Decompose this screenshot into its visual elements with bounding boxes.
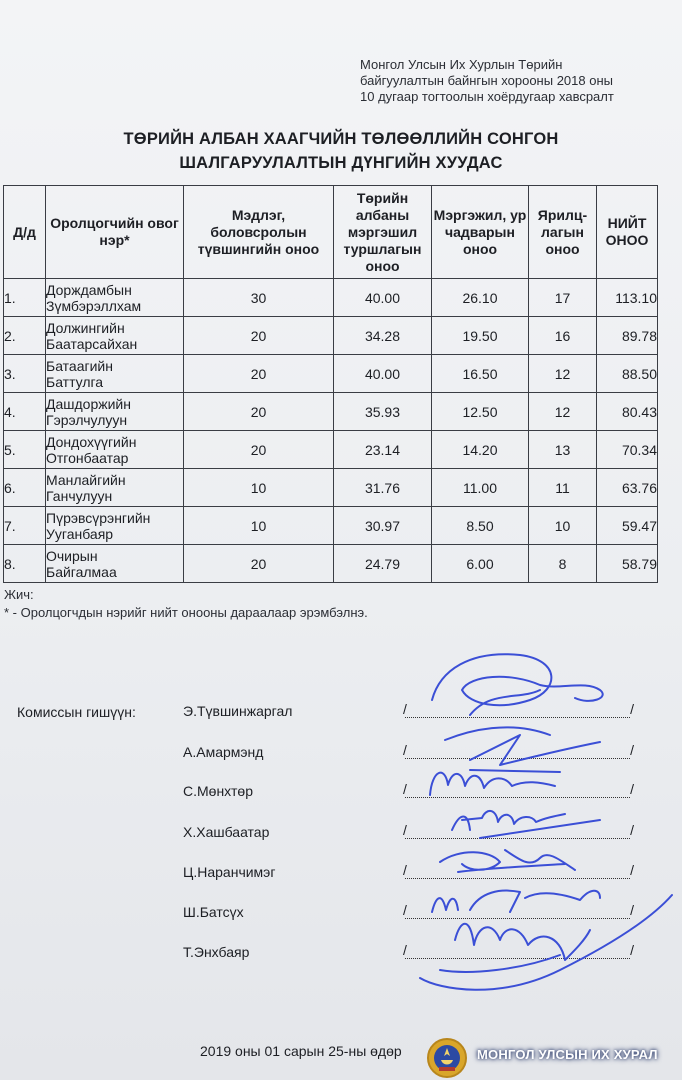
- header-number: Д/д: [4, 186, 46, 279]
- commission-member: Э.Түвшинжаргал: [183, 703, 293, 719]
- header-skill-score: Мэргэжил, ур чадварын оноо: [432, 186, 529, 279]
- signature-4: [452, 811, 600, 838]
- knowledge-score: 20: [184, 317, 334, 355]
- row-number: 2.: [4, 317, 46, 355]
- annex-line: байгуулалтын байнгын хорооны 2018 оны: [360, 73, 613, 88]
- knowledge-score: 20: [184, 431, 334, 469]
- interview-score: 16: [529, 317, 597, 355]
- experience-score: 30.97: [334, 507, 432, 545]
- total-score: 63.76: [597, 469, 658, 507]
- note-text: * - Оролцогчдын нэрийг нийт онооны дараалаар эрэмбэлнэ.: [4, 605, 368, 620]
- row-number: 7.: [4, 507, 46, 545]
- total-score: 58.79: [597, 545, 658, 583]
- interview-score: 12: [529, 355, 597, 393]
- commission-member: А.Амармэнд: [183, 744, 264, 760]
- knowledge-score: 10: [184, 507, 334, 545]
- signature-5: [440, 850, 575, 872]
- participant-given-name: Байгалмаа: [46, 563, 117, 580]
- experience-score: 24.79: [334, 545, 432, 583]
- total-score: 113.10: [597, 279, 658, 317]
- signature-6: [432, 891, 600, 912]
- participant-given-name: Ууганбаяр: [46, 525, 114, 542]
- knowledge-score: 10: [184, 469, 334, 507]
- participant-surname: Дашдоржийн: [46, 395, 131, 412]
- total-score: 89.78: [597, 317, 658, 355]
- interview-score: 8: [529, 545, 597, 583]
- knowledge-score: 20: [184, 355, 334, 393]
- skill-score: 26.10: [432, 279, 529, 317]
- skill-score: 19.50: [432, 317, 529, 355]
- annex-line: 10 дугаар тогтоолын хоёрдугаар хавсралт: [360, 89, 614, 104]
- state-emblem-icon: [425, 1036, 469, 1080]
- skill-score: 6.00: [432, 545, 529, 583]
- experience-score: 35.93: [334, 393, 432, 431]
- participant-surname: Должингийн: [46, 319, 125, 336]
- total-score: 80.43: [597, 393, 658, 431]
- participant-surname: Батаагийн: [46, 357, 113, 374]
- participant-given-name: Отгонбаатар: [46, 449, 129, 466]
- interview-score: 11: [529, 469, 597, 507]
- commission-member: С.Мөнхтөр: [183, 783, 254, 799]
- interview-score: 10: [529, 507, 597, 545]
- participant-given-name: Ганчулуун: [46, 487, 113, 504]
- header-total-score: НИЙТ ОНОО: [597, 186, 658, 279]
- skill-score: 8.50: [432, 507, 529, 545]
- watermark-brand: [425, 1036, 682, 1076]
- knowledge-score: 20: [184, 545, 334, 583]
- knowledge-score: 30: [184, 279, 334, 317]
- signature-1: [432, 654, 603, 715]
- title-line: ШАЛГАРУУЛАЛТЫН ДҮНГИЙН ХУУДАС: [179, 154, 503, 172]
- experience-score: 34.28: [334, 317, 432, 355]
- row-number: 5.: [4, 431, 46, 469]
- participant-given-name: Гэрэлчулуун: [46, 411, 128, 428]
- skill-score: 12.50: [432, 393, 529, 431]
- experience-score: 23.14: [334, 431, 432, 469]
- row-number: 1.: [4, 279, 46, 317]
- participant-surname: Очирын: [46, 547, 98, 564]
- participant-surname: Дорждамбын: [46, 281, 132, 298]
- header-knowledge-score: Мэдлэг, боловсролын түвшингийн оноо: [184, 186, 334, 279]
- document-date: 2019 оны 01 сарын 25-ны өдөр: [200, 1043, 402, 1059]
- interview-score: 17: [529, 279, 597, 317]
- commission-member: Т.Энхбаяр: [183, 944, 250, 960]
- total-score: 88.50: [597, 355, 658, 393]
- skill-score: 16.50: [432, 355, 529, 393]
- header-participant-name: Оролцогчийн овог нэр*: [46, 186, 184, 279]
- annex-line: Монгол Улсын Их Хурлын Төрийн: [360, 57, 563, 72]
- commission-label: Комиссын гишүүн:: [17, 704, 136, 720]
- title-line: ТӨРИЙН АЛБАН ХААГЧИЙН ТӨЛӨӨЛЛИЙН СОНГОН: [123, 130, 559, 148]
- commission-member: Ш.Батсүх: [183, 904, 244, 920]
- commission-member: Ц.Наранчимэг: [183, 864, 276, 880]
- row-number: 6.: [4, 469, 46, 507]
- knowledge-score: 20: [184, 393, 334, 431]
- total-score: 59.47: [597, 507, 658, 545]
- commission-member: Х.Хашбаатар: [183, 824, 270, 840]
- participant-given-name: Баттулга: [46, 373, 104, 390]
- experience-score: 31.76: [334, 469, 432, 507]
- participant-surname: Манлайгийн: [46, 471, 126, 488]
- experience-score: 40.00: [334, 279, 432, 317]
- signature-3: [430, 770, 560, 795]
- note-label: Жич:: [4, 587, 34, 602]
- signature-2: [445, 727, 600, 765]
- header-interview-score: Ярилц-лагын оноо: [529, 186, 597, 279]
- header-experience-score: Төрийн албаны мэргэшил туршлагын оноо: [334, 186, 432, 279]
- experience-score: 40.00: [334, 355, 432, 393]
- skill-score: 14.20: [432, 431, 529, 469]
- row-number: 4.: [4, 393, 46, 431]
- interview-score: 13: [529, 431, 597, 469]
- interview-score: 12: [529, 393, 597, 431]
- brand-text: МОНГОЛ УЛСЫН ИХ ХУРАЛ: [477, 1047, 658, 1062]
- participant-given-name: Баатарсайхан: [46, 335, 138, 352]
- participant-given-name: Зүмбэрэллхам: [46, 297, 142, 314]
- row-number: 8.: [4, 545, 46, 583]
- participant-surname: Дондохүүгийн: [46, 433, 137, 450]
- total-score: 70.34: [597, 431, 658, 469]
- row-number: 3.: [4, 355, 46, 393]
- participant-surname: Пүрэвсүрэнгийн: [46, 509, 151, 526]
- skill-score: 11.00: [432, 469, 529, 507]
